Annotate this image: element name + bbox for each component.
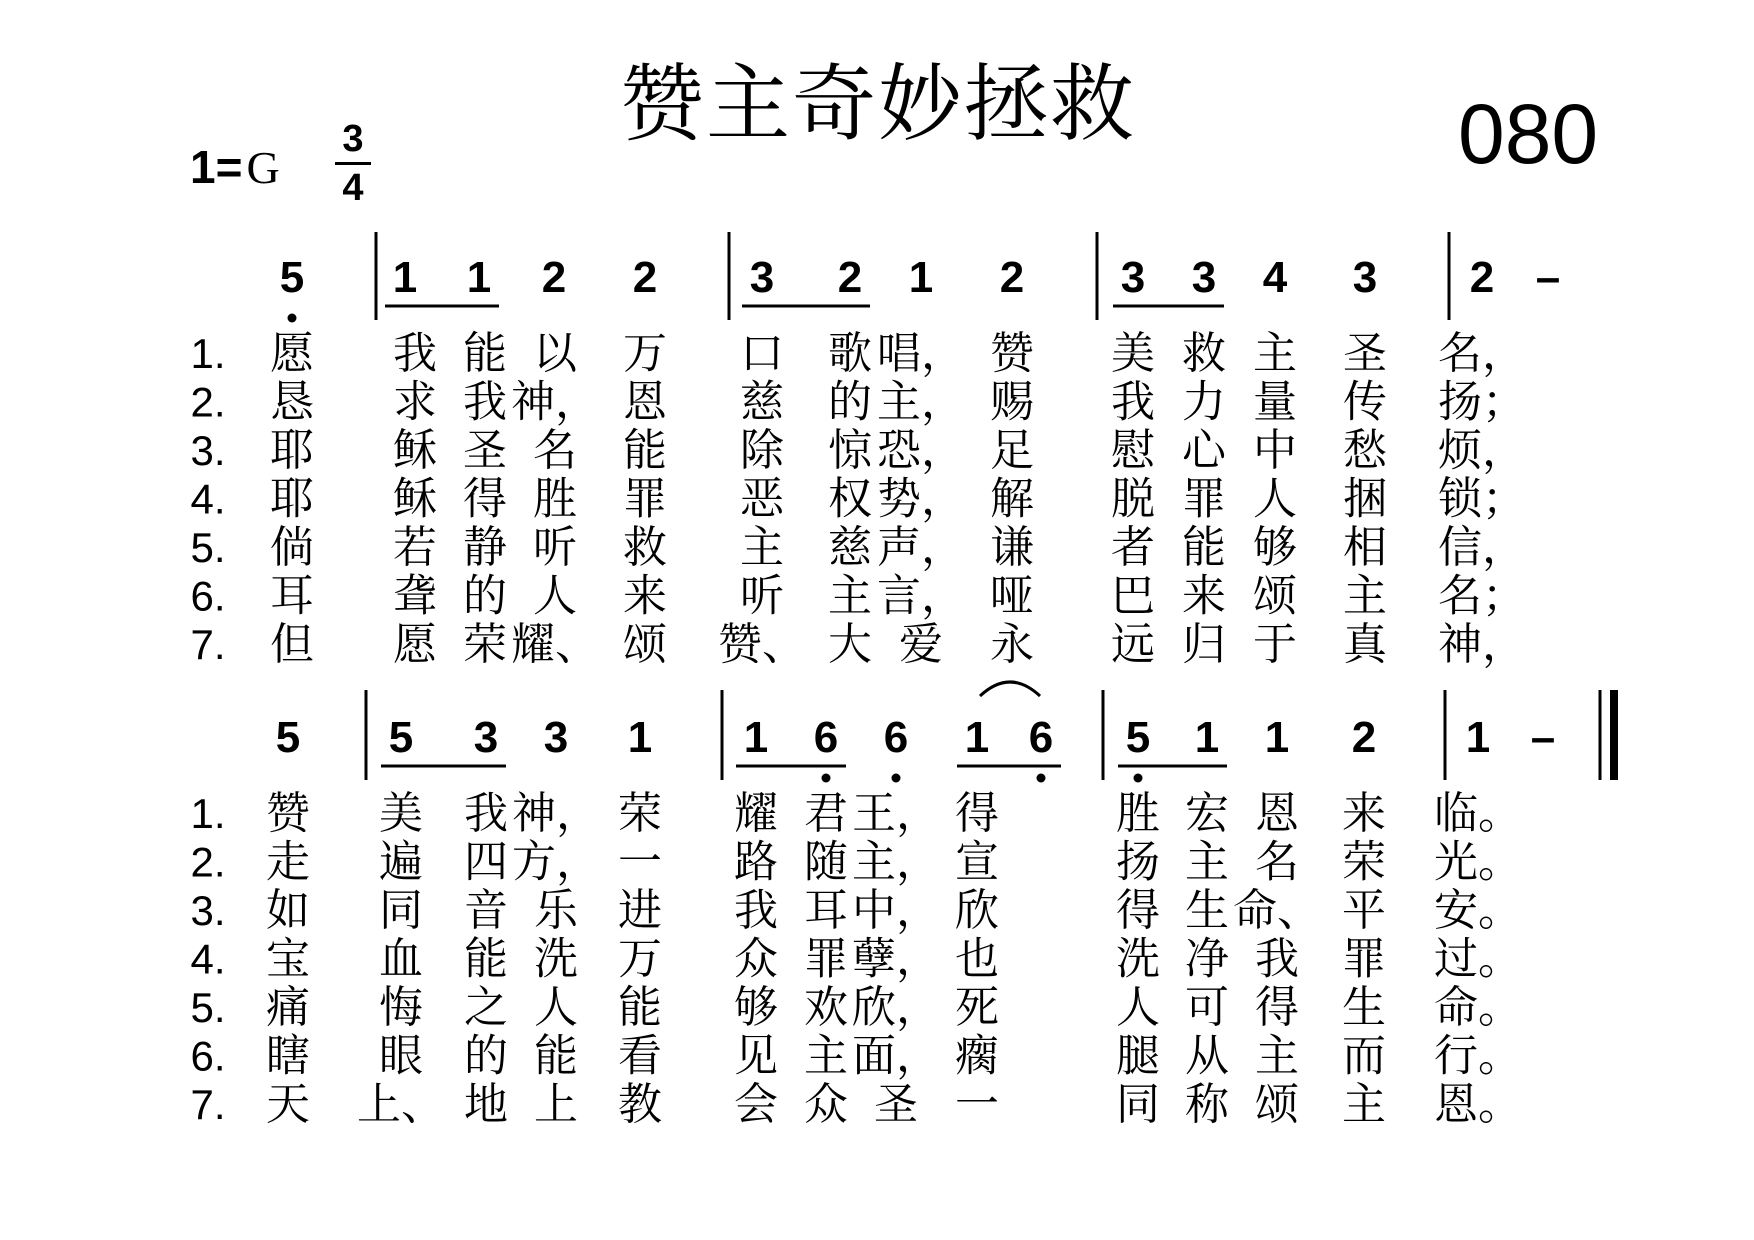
lyric-syllable: 恩。 [1434, 1079, 1522, 1130]
lyric-syllable: 圣 [463, 425, 507, 476]
lyric-syllable: 净 [1185, 933, 1229, 985]
lyric-syllable: 恐， [877, 425, 965, 476]
lyric-syllable: 悔 [379, 982, 423, 1033]
lyric-syllable: 我 [393, 328, 437, 379]
lyric-syllable: 罪 [1182, 473, 1226, 525]
lyric-syllable: 孽， [852, 933, 940, 985]
lyric-syllable: 赞 [266, 788, 310, 839]
lyric-syllable: 听 [740, 570, 784, 622]
lyric-syllable: 愿 [393, 619, 437, 670]
lyric-syllable: 倘 [270, 522, 314, 573]
lyric-syllable: 颂 [1255, 1079, 1299, 1130]
lyric-syllable: 主 [828, 570, 872, 622]
lyric-syllable: 远 [1111, 619, 1155, 670]
lyric-syllable: 腿 [1116, 1030, 1160, 1082]
lyric-syllable: 耳 [270, 570, 314, 622]
lyric-syllable: 欢 [804, 982, 848, 1033]
lyric-syllable: 命、 [1233, 885, 1321, 936]
lyric-syllable: 得 [1255, 982, 1299, 1033]
verse-number: 5. [190, 984, 226, 1031]
lyric-syllable: 声， [877, 522, 965, 573]
lyric-syllable: 中， [852, 885, 940, 936]
lyric-syllable: 一 [618, 836, 662, 888]
lyric-syllable: 洗 [1116, 933, 1160, 985]
lyric-syllable: 名， [1438, 328, 1526, 379]
lyric-syllable: 万 [623, 328, 667, 379]
lyric-syllable: 上 [534, 1079, 578, 1130]
lyric-syllable: 谦 [990, 522, 1034, 573]
note: 1 [743, 713, 769, 762]
lyric-syllable: 人 [1253, 473, 1297, 525]
lyric-syllable: 方， [512, 836, 600, 888]
lyric-syllable: 来 [1342, 788, 1386, 839]
lyric-syllable: 万 [618, 933, 662, 985]
lyric-syllable: 能 [534, 1030, 578, 1082]
lyric-syllable: 捆 [1343, 473, 1387, 525]
lyric-syllable: 若 [393, 522, 437, 573]
lyric-syllable: 我 [1255, 933, 1299, 985]
lyric-syllable: 过。 [1434, 933, 1522, 985]
lyric-syllable: 聋 [393, 570, 437, 622]
lyric-syllable: 人 [1116, 982, 1160, 1033]
lyric-syllable: 命。 [1434, 982, 1522, 1033]
note: 4 [1262, 253, 1288, 302]
lyric-syllable: 传 [1343, 376, 1387, 428]
lyric-syllable: 的 [464, 1030, 508, 1082]
lyric-syllable: 众 [804, 1079, 848, 1130]
lyric-syllable: 名； [1438, 570, 1526, 622]
lyric-syllable: 静 [463, 522, 507, 573]
note: 3 [543, 713, 569, 762]
lyric-syllable: 能 [464, 933, 508, 985]
lyric-syllable: 信， [1438, 522, 1526, 573]
lyric-syllable: 美 [1111, 328, 1155, 379]
lyric-syllable: 我 [464, 788, 508, 839]
note: 6 [883, 713, 909, 762]
lyric-syllable: 众 [734, 933, 778, 985]
lyric-syllable: 我 [1111, 376, 1155, 428]
lyric-syllable: 宝 [266, 933, 310, 985]
lyric-syllable: 大 [828, 619, 872, 670]
lyric-syllable: 扬 [1116, 836, 1160, 888]
lyric-syllable: 看 [618, 1030, 662, 1082]
lyric-syllable: 音 [464, 885, 508, 936]
lyric-syllable: 生 [1185, 885, 1229, 936]
page-title: 赞主奇妙拯救 [620, 55, 1137, 153]
lyric-syllable: 主 [1255, 1030, 1299, 1082]
octave-dot-below [1134, 774, 1143, 783]
lyric-syllable: 荣 [618, 788, 662, 839]
lyric-syllable: 心 [1182, 425, 1226, 476]
time-signature-top: 3 [342, 118, 364, 160]
lyric-syllable: 走 [266, 836, 310, 888]
lyric-syllable: 脱 [1111, 473, 1155, 525]
note: 1 [908, 253, 934, 302]
lyric-syllable: 痛 [266, 982, 310, 1033]
lyric-syllable: 人 [534, 982, 578, 1033]
lyric-syllable: 口 [740, 328, 784, 379]
verse-number: 1. [190, 790, 226, 837]
lyric-syllable: 罪 [804, 933, 848, 985]
lyric-syllable: 哑 [990, 570, 1034, 622]
note: 1 [1194, 713, 1220, 762]
lyric-syllable: 生 [1342, 982, 1386, 1033]
octave-dot-below [288, 314, 297, 323]
lyric-syllable: 恩 [623, 376, 667, 428]
lyric-syllable: 瞎 [266, 1030, 310, 1082]
verse-number: 4. [190, 475, 226, 523]
note: 5 [279, 253, 305, 302]
lyric-syllable: 耶 [270, 425, 314, 476]
lyric-syllable: 够 [1253, 522, 1297, 573]
lyric-syllable: 权 [828, 473, 872, 525]
lyric-syllable: 耳 [804, 885, 848, 936]
lyric-syllable: 血 [379, 933, 423, 985]
lyric-syllable: 主 [1343, 570, 1387, 622]
lyric-syllable: 救 [623, 522, 667, 573]
verse-number: 1. [190, 330, 226, 377]
lyric-syllable: 神， [512, 788, 600, 839]
note: 6 [1028, 713, 1054, 762]
lyric-syllable: 四 [464, 836, 508, 888]
verse-number: 2. [190, 378, 226, 426]
note: 1 [1465, 713, 1491, 762]
lyric-syllable: 神， [1438, 619, 1526, 670]
lyric-syllable: 愿 [270, 328, 314, 379]
lyric-syllable: 颂 [1253, 570, 1297, 622]
lyric-syllable: 扬； [1438, 376, 1526, 428]
lyric-syllable: 得 [463, 473, 507, 525]
lyric-syllable: 惊 [828, 425, 872, 476]
note: 1 [1264, 713, 1290, 762]
note: 1 [466, 253, 492, 302]
lyric-syllable: 救 [1182, 328, 1226, 379]
lyric-syllable: 宏 [1185, 788, 1229, 839]
lyric-syllable: 欣， [852, 982, 940, 1033]
note: 3 [749, 253, 775, 302]
lyric-syllable: 求 [393, 376, 437, 428]
note: 2 [999, 253, 1025, 302]
note: 6 [813, 713, 839, 762]
lyric-syllable: 得 [955, 788, 999, 839]
key-letter: G [246, 142, 280, 193]
lyric-syllable: 面， [852, 1030, 940, 1082]
hymn-number: 080 [1458, 87, 1599, 181]
lyric-syllable: 中 [1253, 425, 1297, 476]
lyric-syllable: 欣 [955, 885, 999, 936]
lyric-syllable: 瘸 [955, 1030, 999, 1082]
lyric-syllable: 名 [533, 425, 577, 476]
note: 3 [473, 713, 499, 762]
lyric-syllable: 耀 [734, 788, 778, 839]
dash-extension: – [1530, 713, 1556, 762]
lyric-syllable: 耶 [270, 473, 314, 525]
lyric-syllable: 遍 [379, 836, 423, 888]
lyric-syllable: 势， [877, 473, 965, 525]
lyric-syllable: 而 [1342, 1030, 1386, 1082]
lyric-syllable: 眼 [379, 1030, 423, 1082]
lyric-syllable: 能 [623, 425, 667, 476]
octave-dot-below [822, 774, 831, 783]
note: 2 [1351, 713, 1377, 762]
lyric-syllable: 愁 [1343, 425, 1387, 476]
lyric-syllable: 天 [266, 1079, 310, 1130]
octave-dot-below [892, 774, 901, 783]
lyric-syllable: 恳 [270, 376, 314, 428]
lyric-syllable: 稣 [393, 473, 437, 525]
octave-dot-below [1037, 774, 1046, 783]
verse-number: 6. [190, 572, 226, 620]
lyric-syllable: 能 [618, 982, 662, 1033]
lyric-syllable: 慈 [740, 376, 784, 428]
note: 2 [632, 253, 658, 302]
lyric-syllable: 歌 [828, 328, 872, 379]
lyric-syllable: 主 [740, 522, 784, 573]
note: 1 [627, 713, 653, 762]
lyric-syllable: 君 [804, 788, 848, 839]
lyric-syllable: 主 [804, 1030, 848, 1082]
lyric-syllable: 锁； [1438, 473, 1526, 525]
lyric-syllable: 真 [1343, 619, 1387, 670]
lyric-syllable: 来 [623, 570, 667, 622]
lyric-syllable: 得 [1116, 885, 1160, 936]
lyric-syllable: 教 [618, 1079, 662, 1130]
verse-number: 5. [190, 524, 226, 571]
lyric-syllable: 光。 [1434, 836, 1522, 888]
note: 1 [392, 253, 418, 302]
tie-arc [980, 682, 1040, 696]
lyric-syllable: 称 [1185, 1079, 1229, 1130]
lyric-syllable: 罪 [1342, 933, 1386, 985]
note: 2 [837, 253, 863, 302]
lyric-syllable: 死 [955, 982, 999, 1033]
lyric-syllable: 来 [1182, 570, 1226, 622]
lyric-syllable: 永 [990, 619, 1034, 670]
lyric-syllable: 安。 [1434, 885, 1522, 936]
lyric-syllable: 人 [533, 570, 577, 622]
lyric-syllable: 平 [1342, 885, 1386, 936]
verse-number: 2. [190, 838, 226, 886]
lyric-syllable: 相 [1343, 522, 1387, 573]
lyric-syllable: 圣 [1343, 328, 1387, 379]
lyric-syllable: 也 [955, 933, 999, 985]
note: 2 [541, 253, 567, 302]
lyric-syllable: 可 [1185, 982, 1229, 1033]
lyric-syllable: 胜 [1116, 788, 1160, 839]
lyric-syllable: 烦， [1438, 425, 1526, 476]
lyric-syllable: 路 [734, 836, 778, 888]
lyric-syllable: 解 [990, 473, 1034, 525]
dash-extension: – [1535, 253, 1561, 302]
lyric-syllable: 神， [511, 376, 599, 428]
note: 2 [1469, 253, 1495, 302]
lyric-syllable: 荣 [1342, 836, 1386, 888]
lyric-syllable: 地 [464, 1079, 508, 1130]
lyric-syllable: 者 [1111, 522, 1155, 573]
lyric-syllable: 的 [828, 376, 872, 428]
lyric-syllable: 力 [1182, 376, 1226, 428]
lyric-syllable: 一 [955, 1079, 999, 1130]
lyric-syllable: 恶 [740, 473, 784, 525]
lyric-syllable: 主 [1253, 328, 1297, 379]
lyric-syllable: 以 [533, 328, 577, 379]
lyric-syllable: 随 [804, 836, 848, 888]
key-prefix: 1= [190, 141, 243, 193]
lyric-syllable: 能 [1182, 522, 1226, 573]
lyric-syllable: 王， [852, 788, 940, 839]
lyric-syllable: 听 [533, 522, 577, 573]
lyric-syllable: 归 [1182, 619, 1226, 670]
lyric-syllable: 会 [734, 1079, 778, 1130]
lyric-syllable: 荣 [463, 619, 507, 670]
verse-number: 3. [190, 427, 226, 474]
lyric-syllable: 名 [1255, 836, 1299, 888]
note: 3 [1191, 253, 1217, 302]
lyric-syllable: 言， [877, 570, 965, 622]
lyric-syllable: 乐 [534, 885, 578, 936]
lyric-syllable: 进 [618, 885, 662, 936]
lyric-syllable: 同 [1116, 1079, 1160, 1130]
lyric-syllable: 赐 [990, 376, 1034, 428]
lyric-syllable: 同 [379, 885, 423, 936]
lyric-syllable: 洗 [534, 933, 578, 985]
lyric-syllable: 够 [734, 982, 778, 1033]
lyric-syllable: 主， [852, 836, 940, 888]
lyric-syllable: 除 [740, 425, 784, 476]
lyric-syllable: 胜 [533, 473, 577, 525]
note: 3 [1352, 253, 1378, 302]
lyric-syllable: 慰 [1111, 425, 1155, 476]
lyric-syllable: 美 [379, 788, 423, 839]
lyric-syllable: 巴 [1111, 570, 1155, 622]
lyric-syllable: 宣 [955, 836, 999, 888]
lyric-syllable: 如 [266, 885, 310, 936]
lyric-syllable: 行。 [1434, 1030, 1522, 1082]
lyric-syllable: 罪 [623, 473, 667, 525]
lyric-syllable: 之 [464, 982, 508, 1033]
lyric-syllable: 主 [1185, 836, 1229, 888]
note: 3 [1120, 253, 1146, 302]
lyric-syllable: 赞 [990, 328, 1034, 379]
verse-number: 7. [190, 621, 226, 668]
note: 5 [388, 713, 414, 762]
lyric-syllable: 颂 [623, 619, 667, 670]
lyric-syllable: 稣 [393, 425, 437, 476]
note: 5 [275, 713, 301, 762]
lyric-syllable: 耀、 [511, 619, 599, 670]
lyric-syllable: 我 [734, 885, 778, 936]
lyric-syllable: 恩 [1255, 788, 1299, 839]
lyric-syllable: 能 [463, 328, 507, 379]
lyric-syllable: 唱， [877, 328, 965, 379]
lyric-syllable: 于 [1253, 619, 1297, 670]
verse-number: 6. [190, 1032, 226, 1080]
lyric-syllable: 慈 [828, 522, 872, 573]
lyric-syllable: 量 [1253, 376, 1297, 428]
verse-number: 4. [190, 935, 226, 983]
time-signature-bottom: 4 [342, 167, 364, 209]
note: 5 [1125, 713, 1151, 762]
verse-number: 7. [190, 1081, 226, 1128]
lyric-syllable: 的 [463, 570, 507, 622]
note: 1 [964, 713, 990, 762]
lyric-syllable: 我 [463, 376, 507, 428]
lyric-syllable: 临。 [1434, 788, 1522, 839]
lyric-syllable: 圣 [874, 1079, 918, 1130]
lyric-syllable: 足 [990, 425, 1034, 476]
lyric-syllable: 从 [1185, 1030, 1229, 1082]
lyric-syllable: 爱 [899, 619, 943, 670]
lyric-syllable: 见 [734, 1030, 778, 1082]
verse-number: 3. [190, 887, 226, 934]
lyric-syllable: 上、 [357, 1079, 445, 1130]
lyric-syllable: 但 [270, 619, 314, 670]
lyric-syllable: 赞、 [718, 619, 806, 670]
lyric-syllable: 主， [877, 376, 965, 428]
lyric-syllable: 主 [1342, 1079, 1386, 1130]
